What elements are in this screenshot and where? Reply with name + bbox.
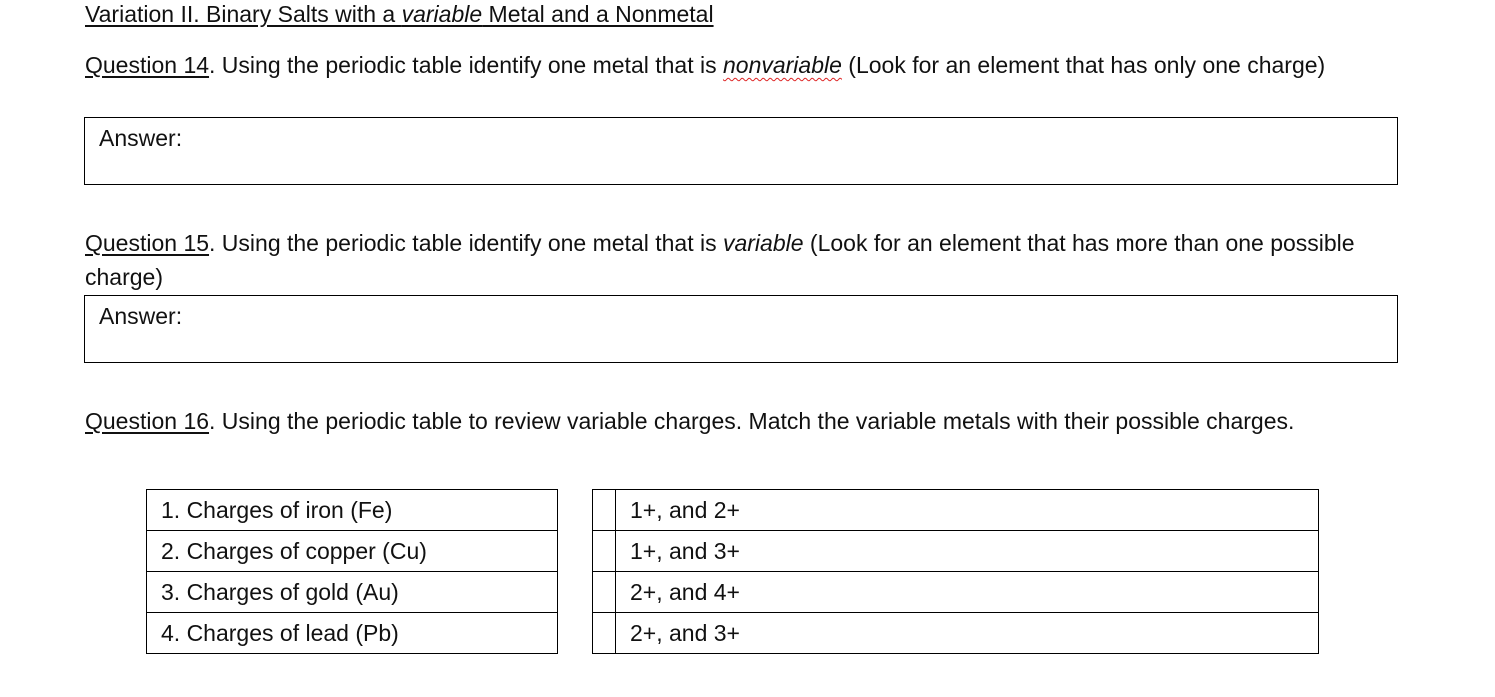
metal-row <box>147 572 558 613</box>
match-answer-cell[interactable] <box>593 531 616 572</box>
charges-table <box>592 489 1319 654</box>
metal-cell: 2. Charges of copper (Cu) <box>147 531 558 572</box>
question-15-text-after: (Look for an element that has more than one possible charge) <box>85 230 1355 290</box>
question-16-text: . Using the periodic table to review variable charges. Match the variable metals with their possible charges. <box>209 408 1295 434</box>
question-14-number: Question 14 <box>85 52 210 78</box>
metals-table <box>146 489 558 654</box>
question-14 <box>85 48 1415 82</box>
question-14-text-after: (Look for an element that has only one charge) <box>841 52 1326 78</box>
metal-cell: 4. Charges of lead (Pb) <box>147 613 558 654</box>
question-16 <box>85 403 1415 439</box>
charge-row <box>593 572 1319 613</box>
charge-row <box>593 613 1319 654</box>
metal-cell: 3. Charges of gold (Au) <box>147 572 558 613</box>
metal-row <box>147 490 558 531</box>
metal-row <box>147 613 558 654</box>
question-14-text-before: . Using the periodic table identify one metal that is <box>209 52 723 78</box>
charge-row <box>593 531 1319 572</box>
question-15-number: Question 15 <box>85 230 210 256</box>
charge-cell: 1+, and 3+ <box>616 531 1319 572</box>
question-14-keyword: nonvariable <box>722 52 842 78</box>
question-15 <box>85 226 1415 294</box>
charge-row <box>593 490 1319 531</box>
match-answer-cell[interactable] <box>593 613 616 654</box>
charge-cell: 2+, and 4+ <box>616 572 1319 613</box>
answer-box-14[interactable] <box>84 117 1398 185</box>
metal-row <box>147 531 558 572</box>
question-15-text-before: . Using the periodic table identify one metal that is <box>209 230 723 256</box>
match-answer-cell[interactable] <box>593 572 616 613</box>
answer-label-15: Answer: <box>99 303 183 329</box>
question-15-keyword: variable <box>722 230 804 256</box>
metal-cell: 1. Charges of iron (Fe) <box>147 490 558 531</box>
charge-cell: 2+, and 3+ <box>616 613 1319 654</box>
answer-label-14: Answer: <box>99 125 183 151</box>
heading-suffix: Metal and a Nonmetal <box>482 1 714 27</box>
heading-emphasis: variable <box>401 1 483 27</box>
section-heading <box>85 0 714 28</box>
charge-cell: 1+, and 2+ <box>616 490 1319 531</box>
question-16-number: Question 16 <box>85 408 210 434</box>
match-answer-cell[interactable] <box>593 490 616 531</box>
answer-box-15[interactable] <box>84 295 1398 363</box>
heading-prefix: Variation II. Binary Salts with a <box>85 1 402 27</box>
